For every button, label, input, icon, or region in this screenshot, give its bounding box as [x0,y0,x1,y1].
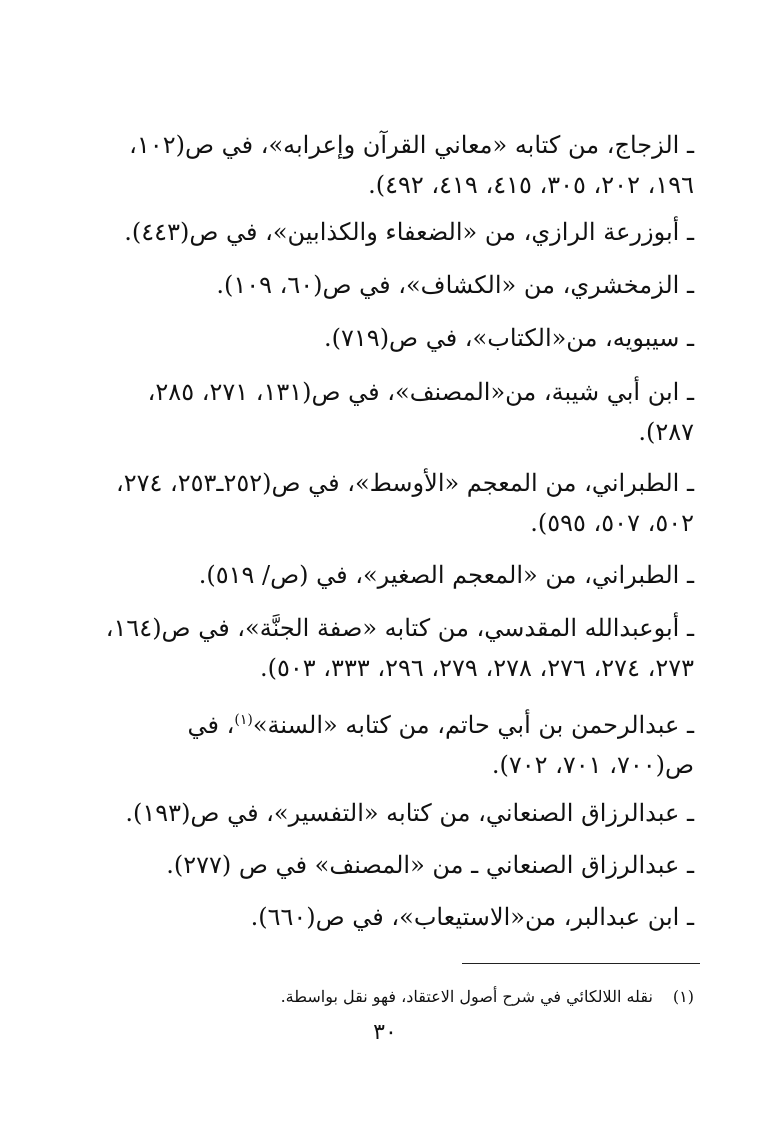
entry-sibawayh [324,318,694,358]
footnote-text: نقله اللالكائي في شرح أصول الاعتقاد، فهو نقل بواسطة. [280,987,653,1006]
entry-line: ـ الطبراني، من «المعجم الصغير»، في (ص/ ٥١٩). [198,561,694,589]
entry-zajjaj [74,125,694,205]
entry-line: ١٩٦، ٢٠٢، ٣٠٥، ٤١٥، ٤١٩، ٤٩٢). [368,171,694,199]
entry-line: ٢٧٣، ٢٧٤، ٢٧٦، ٢٧٨، ٢٧٩، ٢٩٦، ٣٣٣، ٥٠٣). [260,654,694,682]
entry-text: ـ عبدالرحمن بن أبي حاتم، من كتابه «السنة» [252,711,694,739]
entry-line: ـ عبدالرزاق الصنعاني ـ من «المصنف» في ص (٢٧٧). [166,851,694,879]
entry-tabarani-saghir [199,555,694,595]
entry-tabarani-awsat [74,463,694,543]
entry-line: ـ عبدالرزاق الصنعاني، من كتابه «التفسير»، في ص(١٩٣). [125,799,694,827]
footnote-number: (١) [672,987,694,1006]
entry-abdulrazzaq-musannaf [166,845,694,885]
entry-line: ـ الطبراني، من المعجم «الأوسط»، في ص(٢٥٢ـ٢٥٣، ٢٧٤، [115,469,694,497]
entry-ibn-abi-hatim [74,700,694,785]
page-number: ٣٠ [373,1020,397,1045]
entry-abdulrazzaq-tafsir [125,793,694,833]
entry-line [74,700,694,745]
entry-line: ـ أبوعبدالله المقدسي، من كتابه «صفة الجنَّة»، في ص(١٦٤، [105,614,694,642]
entry-abu-zurah [124,212,694,252]
entry-line: ـ ابن أبي شيبة، من«المصنف»، في ص(١٣١، ٢٧١، ٢٨٥، [147,378,694,406]
entry-line: ص(٧٠٠، ٧٠١، ٧٠٢). [491,751,694,779]
entry-zamakhshari [216,265,694,305]
entry-ibn-abi-shaybah [74,372,694,452]
entry-line: ـ سيبويه، من«الكتاب»، في ص(٧١٩). [324,324,694,352]
entry-line: ـ الزمخشري، من «الكشاف»، في ص(٦٠، ١٠٩). [216,271,694,299]
footnote-divider [462,963,700,964]
entry-line: ٥٠٢، ٥٠٧، ٥٩٥). [530,509,694,537]
entry-line: ـ الزجاج، من كتابه «معاني القرآن وإعرابه»، في ص(١٠٢، [129,131,694,159]
entry-text: ، في [187,711,235,739]
entry-line: ـ ابن عبدالبر، من«الاستيعاب»، في ص(٦٦٠). [250,903,694,931]
entry-line: ـ أبوزرعة الرازي، من «الضعفاء والكذابين»، في ص(٤٤٣). [124,218,694,246]
footnote-ref: (١) [234,712,253,728]
entry-ibn-abdulbarr [251,897,694,937]
footnote [281,985,694,1009]
entry-maqdisi [74,608,694,688]
entry-line: ٢٨٧). [638,418,694,446]
